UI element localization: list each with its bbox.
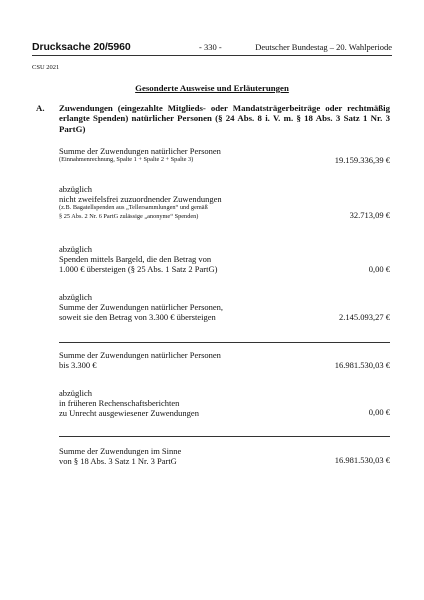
item-amount: 16.981.530,03 € [334,360,390,370]
item-label: von § 18 Abs. 3 Satz 1 Nr. 3 PartG [59,456,177,466]
item-total-natural-persons [59,146,299,165]
item-label: bis 3.300 € [59,360,97,370]
item-unassignable-contributions [59,184,299,221]
document-number[interactable]: 5960 [107,41,131,53]
item-cash-donations [59,244,299,274]
section-title: Gesonderte Ausweise und Erläuterungen [135,83,289,93]
item-qualifier: abzüglich [59,292,93,302]
item-note: (z.B. Bagatellspenden aus „Tellersammlungen“ und gemäß [59,204,208,211]
item-note: (Einnahmenrechnung, Spalte 1 + Spalte 2 + Spalte 3) [59,156,194,163]
item-label: Summe der Zuwendungen natürlicher Personen [59,146,221,156]
item-label: Summe der Zuwendungen im Sinne [59,446,182,456]
total-divider [59,436,390,437]
item-amount: 19.159.336,39 € [334,155,390,165]
publisher: Deutscher Bundestag – 20. Wahlperiode [255,42,392,52]
item-over-threshold [59,292,299,322]
item-final-total [59,446,299,466]
section-heading-text: Zuwendungen (eingezahlte Mitglieds- oder Mandatsträgerbeiträge oder rechtmäßig erlangte Spenden) natürlicher Personen (§ 24 Abs. 8 i. V. m. § 18 Abs. 3 Satz 1 Nr. 3 PartG) [59,103,390,134]
item-note: § 25 Abs. 2 Nr. 6 PartG zulässige „anonyme“ Spenden) [59,212,199,220]
item-prior-reports [59,388,299,418]
item-qualifier: abzüglich [59,244,93,254]
item-label: 1.000 € übersteigen (§ 25 Abs. 1 Satz 2 PartG) [59,264,218,274]
item-label: Summe der Zuwendungen natürlicher Personen [59,350,221,360]
item-label: nicht zweifelsfrei zuzuordnender Zuwendungen [59,194,222,204]
item-qualifier: abzüglich [59,388,93,398]
party-year-tag: CSU 2021 [32,64,60,71]
item-amount: 16.981.530,03 € [334,455,390,465]
document-label: Drucksache 20/ [32,41,108,53]
page-header [32,41,392,56]
item-label: Summe der Zuwendungen natürlicher Personen, [59,302,224,312]
item-qualifier: abzüglich [59,184,93,194]
section-letter: A. [36,103,45,113]
document-reference [32,41,131,53]
item-label: zu Unrecht ausgewiesener Zuwendungen [59,408,199,418]
subtotal-divider [59,342,390,343]
item-amount: 32.713,09 € [349,210,390,220]
item-up-to-threshold [59,350,299,370]
item-label: soweit sie den Betrag von 3.300 € übersteigen [59,312,216,322]
item-label: in früheren Rechenschaftsberichten [59,398,180,408]
page-number: - 330 - [199,42,222,52]
item-amount: 0,00 € [368,264,390,274]
item-amount: 0,00 € [368,407,390,417]
item-amount: 2.145.093,27 € [339,312,390,322]
item-label: Spenden mittels Bargeld, die den Betrag von [59,254,212,264]
